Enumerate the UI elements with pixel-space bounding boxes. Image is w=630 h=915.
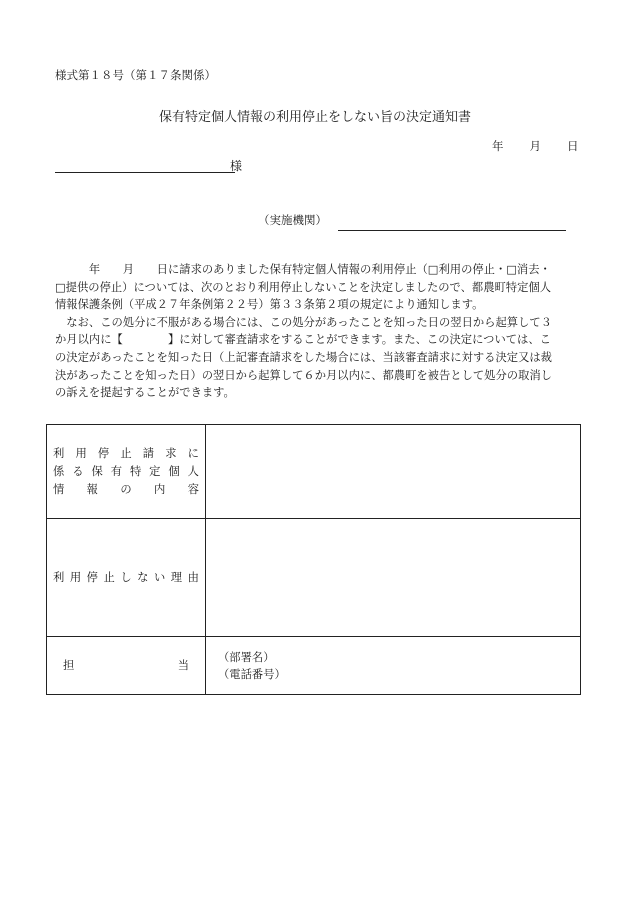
label-contact [47, 637, 206, 695]
label-char: 止 [103, 570, 115, 584]
label-char: 請 [142, 446, 155, 460]
label-char: 停 [97, 446, 110, 460]
value-request-content[interactable] [206, 425, 581, 519]
label-char: 停 [86, 570, 98, 584]
form-number: 様式第１８号（第１７条関係） [55, 68, 216, 82]
addressee-blank-line [55, 172, 235, 173]
value-reason[interactable] [206, 519, 581, 637]
paragraph-1 [55, 261, 580, 314]
label-line [53, 445, 199, 463]
label-char: 担 [63, 658, 75, 672]
label-char: し [120, 570, 132, 584]
date-year: 年 [492, 139, 504, 153]
label-char: 用 [69, 570, 82, 584]
paragraph-line: なお、この処分に不服がある場合には、この処分があったことを知った日の翌日から起算して３ [55, 315, 552, 329]
table-row-content [47, 425, 581, 519]
label-char: 人 [187, 464, 199, 478]
date-day: 日 [567, 139, 579, 153]
label-char: 由 [187, 570, 199, 584]
paragraph-line: □提供の停止）については、次のとおり利用停止しないことを決定しましたので、都農町特定個人 [55, 280, 551, 294]
label-line [53, 569, 199, 587]
label-char: 容 [187, 482, 199, 496]
label-char: 特 [129, 464, 142, 478]
label-char: 情 [53, 482, 65, 496]
label-char: 利 [53, 446, 65, 460]
document-title: 保有特定個人情報の利用停止をしない旨の決定通知書 [158, 110, 471, 125]
label-char: 個 [168, 464, 180, 478]
label-char: 定 [149, 464, 161, 478]
label-char: 当 [177, 658, 189, 672]
table-row-reason [47, 519, 581, 637]
label-char: 保 [91, 464, 103, 478]
addressee-suffix: 様 [230, 159, 243, 173]
label-line [53, 481, 199, 499]
date-line [492, 138, 579, 154]
value-contact[interactable] [206, 637, 581, 695]
notice-body [55, 261, 580, 402]
table-row-contact [47, 637, 581, 695]
label-char: 利 [53, 570, 65, 584]
paragraph-line: か月以内に【 】に対して審査請求をすることができます。また、この決定については、こ [55, 333, 551, 347]
label-request-content [47, 425, 206, 519]
label-char: 報 [86, 482, 98, 496]
paragraph-line: 年 月 日に請求のありました保有特定個人情報の利用停止（□利用の停止・□消去・ [55, 263, 551, 276]
label-char: る [72, 464, 84, 478]
details-table [46, 424, 581, 695]
label-char: 用 [75, 446, 87, 460]
label-char: 内 [154, 482, 166, 496]
department-name-label: （部署名） [218, 650, 275, 664]
label-char: 止 [120, 446, 132, 460]
label-char: 求 [165, 446, 177, 460]
paragraph-line: 決があったことを知った日）の翌日から起算して６か月以内に、都農町を被告として処分の取消し [55, 368, 552, 382]
paragraph-line: の訴えを提起することができます。 [55, 386, 235, 400]
label-char: な [137, 570, 149, 584]
label-reason [47, 519, 206, 637]
label-char: の [120, 482, 132, 496]
label-char: 理 [170, 570, 183, 584]
label-char: 有 [110, 464, 123, 478]
label-char: 係 [53, 464, 65, 478]
date-month: 月 [529, 139, 541, 153]
label-char: に [187, 446, 199, 460]
label-line [53, 463, 199, 481]
paragraph-line: 情報保護条例（平成２７年条例第２２号）第３３条第２項の規定により通知します。 [55, 298, 484, 312]
paragraph-2 [55, 314, 580, 402]
agency-label: （実施機関） [258, 213, 327, 227]
phone-number-label: （電話番号） [218, 667, 286, 681]
paragraph-line: の決定があったことを知った日（上記審査請求をした場合には、当該審査請求に対する決定又は裁 [55, 350, 552, 364]
label-line [53, 657, 199, 675]
label-char: い [153, 570, 166, 584]
agency-blank-line [338, 230, 566, 231]
